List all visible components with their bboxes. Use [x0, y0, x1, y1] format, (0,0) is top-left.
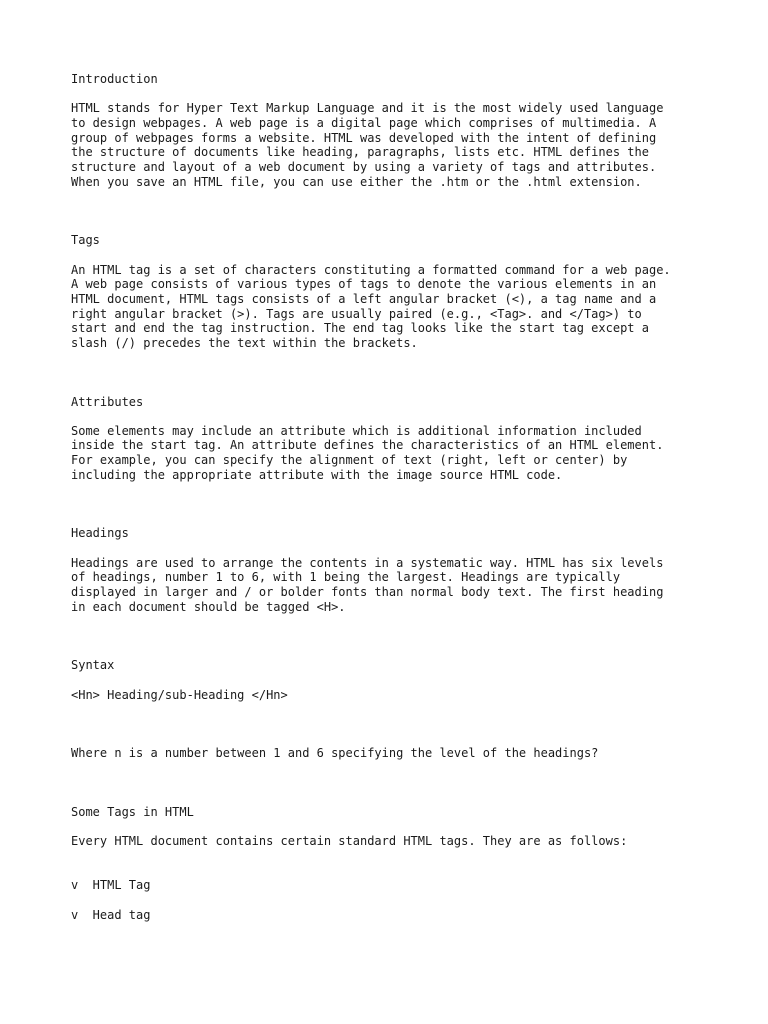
section-syntax-note — [71, 746, 711, 761]
paragraph-line: displayed in larger and / or bolder fonts than normal body text. The first heading — [71, 585, 664, 600]
section-introduction — [71, 72, 711, 189]
paragraph-line: right angular bracket (>). Tags are usually paired (e.g., <Tag>. and </Tag>) to — [71, 306, 642, 321]
code-line: <Hn> Heading/sub-Heading </Hn> — [71, 687, 288, 702]
paragraph-line: start and end the tag instruction. The end tag looks like the start tag except a — [71, 321, 649, 336]
paragraph-line: For example, you can specify the alignment of text (right, left or center) by — [71, 453, 628, 468]
section-paragraph — [71, 556, 711, 615]
document-page — [71, 72, 711, 922]
section-headings — [71, 526, 711, 614]
paragraph-line: group of webpages forms a website. HTML was developed with the intent of defining — [71, 130, 657, 145]
paragraph-line: to design webpages. A web page is a digital page which comprises of multimedia. A — [71, 115, 657, 130]
section-syntax — [71, 658, 711, 702]
paragraph-line: Some elements may include an attribute which is additional information included — [71, 423, 642, 438]
section-attributes — [71, 395, 711, 483]
section-heading: Attributes — [71, 394, 144, 409]
paragraph-line: When you save an HTML file, you can use either the .htm or the .html extension. — [71, 174, 642, 189]
section-paragraph — [71, 834, 711, 849]
section-paragraph — [71, 424, 711, 483]
section-heading: Some Tags in HTML — [71, 805, 194, 819]
section-heading: Introduction — [71, 72, 158, 86]
paragraph-line: structure and layout of a web document by using a variety of tags and attributes. — [71, 159, 657, 174]
tag-list — [71, 878, 711, 922]
paragraph-line: the structure of documents like heading, paragraphs, lists etc. HTML defines the — [71, 145, 649, 160]
paragraph-line: including the appropriate attribute with the image source HTML code. — [71, 467, 563, 482]
section-some-tags — [71, 805, 711, 849]
list-item: v HTML Tag — [71, 878, 151, 893]
paragraph-line: inside the start tag. An attribute defines the characteristics of an HTML element. — [71, 438, 664, 453]
section-paragraph — [71, 263, 711, 351]
paragraph-line: Headings are used to arrange the contents in a systematic way. HTML has six levels — [71, 555, 664, 570]
paragraph-line: in each document should be tagged <H>. — [71, 599, 346, 614]
paragraph-line: of headings, number 1 to 6, with 1 being the largest. Headings are typically — [71, 570, 621, 585]
paragraph-line: HTML stands for Hyper Text Markup Language and it is the most widely used language — [71, 101, 664, 116]
paragraph-line: HTML document, HTML tags consists of a left angular bracket (<), a tag name and a — [71, 291, 657, 306]
section-tags — [71, 233, 711, 350]
section-heading: Tags — [71, 233, 100, 248]
list-item: v Head tag — [71, 907, 151, 922]
section-heading: Headings — [71, 526, 129, 541]
syntax-example — [71, 688, 711, 703]
section-paragraph — [71, 101, 711, 189]
paragraph-line: Where n is a number between 1 and 6 specifying the level of the headings? — [71, 746, 599, 761]
paragraph-line: A web page consists of various types of tags to denote the various elements in an — [71, 277, 657, 292]
paragraph-line: An HTML tag is a set of characters constituting a formatted command for a web page. — [71, 262, 671, 277]
section-paragraph — [71, 746, 711, 761]
section-heading: Syntax — [71, 658, 115, 673]
paragraph-line: Every HTML document contains certain standard HTML tags. They are as follows: — [71, 834, 628, 849]
paragraph-line: slash (/) precedes the text within the brackets. — [71, 335, 418, 350]
